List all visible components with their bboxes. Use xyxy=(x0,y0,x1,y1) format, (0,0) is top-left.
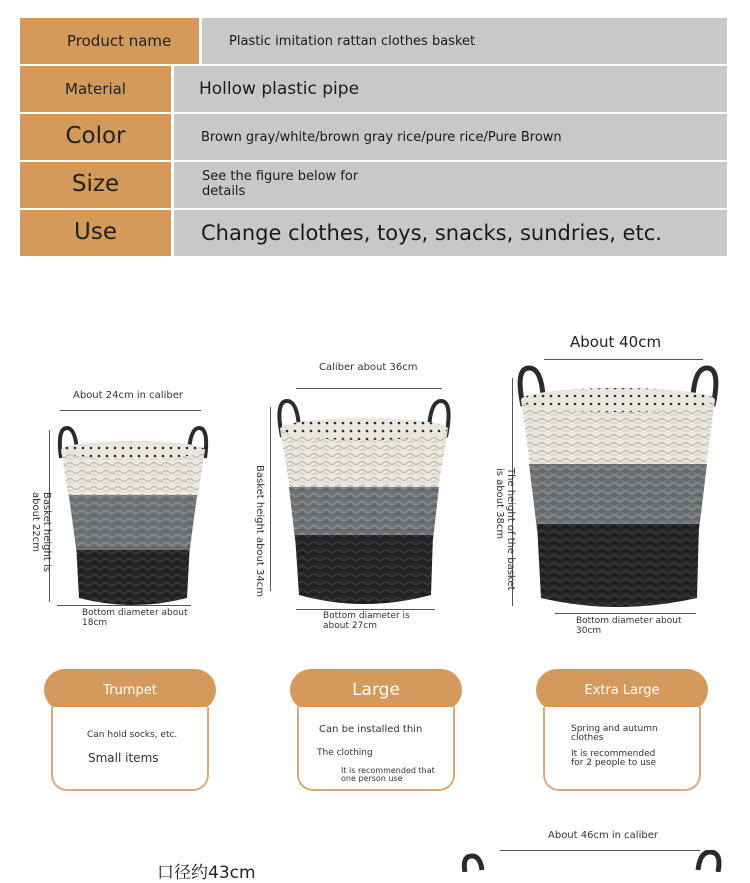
size-card-large xyxy=(290,669,462,791)
height-label: The height of the basket is about 38cm xyxy=(494,468,516,591)
card-title: Trumpet xyxy=(44,669,216,711)
spec-row-product-name xyxy=(20,18,727,64)
card-body xyxy=(297,707,455,791)
spec-table xyxy=(20,18,727,258)
caliber-label: About 40cm xyxy=(570,333,662,351)
spec-row-size xyxy=(20,162,727,208)
spec-row-use xyxy=(20,210,727,256)
spec-value: Change clothes, toys, snacks, sundries, etc. xyxy=(174,210,727,256)
size-card-extra-large xyxy=(536,669,708,791)
bottom-label: Bottom diameter about 30cm xyxy=(576,616,682,636)
card-line: Spring and autumn clothes xyxy=(571,724,658,744)
spec-key: Color xyxy=(20,114,171,160)
card-body xyxy=(543,707,701,791)
bottom-label: Bottom diameter about 18cm xyxy=(82,608,188,628)
bottom-line xyxy=(296,609,435,610)
caliber-label: About 24cm in caliber xyxy=(73,390,183,401)
card-title: Extra Large xyxy=(536,669,708,711)
spec-value: Brown gray/white/brown gray rice/pure rice/Pure Brown xyxy=(174,114,727,160)
spec-key: Size xyxy=(20,162,171,208)
spec-key: Material xyxy=(20,66,171,112)
spec-row-color xyxy=(20,114,727,160)
spec-value: Plastic imitation rattan clothes basket xyxy=(202,18,727,64)
basket-trumpet xyxy=(55,420,211,612)
height-label: Basket height is about 22cm xyxy=(30,492,52,572)
card-line: Can hold socks, etc. xyxy=(87,730,178,740)
basket-extra-large xyxy=(515,360,721,616)
height-label: Basket height about 34cm xyxy=(254,465,265,597)
caliber-line xyxy=(60,410,201,411)
height-line xyxy=(270,407,271,591)
caliber-label-43: 口径约43cm xyxy=(157,863,256,883)
bottom-label: Bottom diameter is about 27cm xyxy=(323,611,410,631)
card-body xyxy=(51,707,209,791)
card-line: It is recommended that one person use xyxy=(341,766,435,784)
caliber-line xyxy=(296,388,442,389)
basket-partial xyxy=(460,850,725,872)
card-title: Large xyxy=(290,669,462,711)
size-card-trumpet xyxy=(44,669,216,791)
caliber-label-46: About 46cm in caliber xyxy=(548,830,658,841)
card-line: Can be installed thin xyxy=(319,724,423,735)
spec-row-material xyxy=(20,66,727,112)
card-line: Small items xyxy=(88,751,159,765)
spec-key: Product name xyxy=(20,18,199,64)
card-line: The clothing xyxy=(317,748,373,758)
spec-value: Hollow plastic pipe xyxy=(174,66,727,112)
basket-large xyxy=(275,395,453,613)
bottom-line xyxy=(57,605,191,606)
caliber-label: Caliber about 36cm xyxy=(319,362,418,373)
bottom-line xyxy=(555,613,696,614)
spec-value xyxy=(174,162,727,208)
spec-key: Use xyxy=(20,210,171,256)
spec-value-text: See the figure below for details xyxy=(202,169,359,199)
card-line: It is recommended for 2 people to use xyxy=(571,749,657,769)
